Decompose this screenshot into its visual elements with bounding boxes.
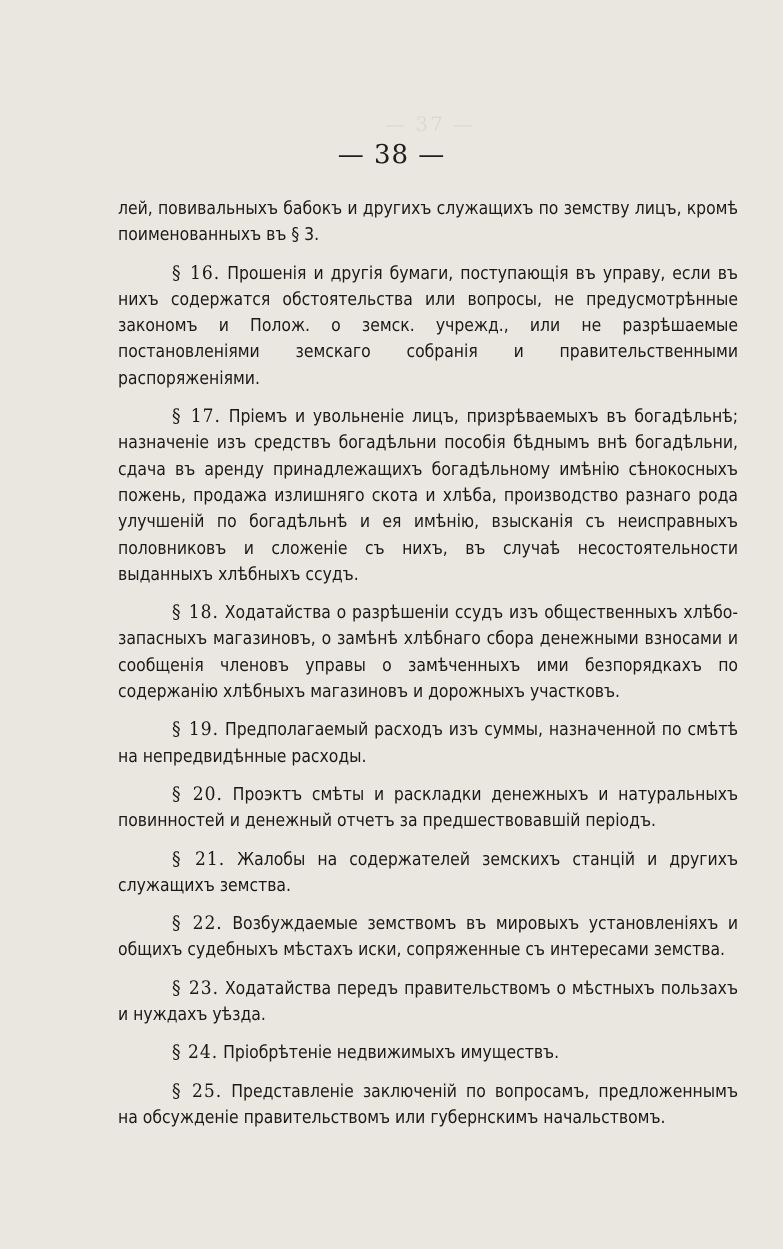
section-number: § 20.: [172, 782, 223, 805]
bleed-through-text: — 37 —: [385, 112, 476, 136]
paragraph-section-25: [118, 1078, 738, 1132]
paragraph-section-23: [118, 975, 738, 1029]
paragraph-text: Пріемъ и увольненіе лицъ, призрѣваемыхъ въ богадѣльнѣ; назначеніе изъ средствъ богадѣльни пособія бѣднымъ внѣ богадѣльни, сдача въ аренду принадлежащихъ богадѣльному имѣнію сѣнокосныхъ пожень, продажа излишняго скота и хлѣба, производство разнаго рода улучшеній по богадѣльнѣ и ея имѣнію, взысканія съ неисправныхъ половниковъ и сложеніе съ нихъ, въ случаѣ несостоятельности выданныхъ хлѣбныхъ ссудъ.: [118, 407, 739, 585]
paragraph-section-20: [118, 781, 738, 835]
section-number: § 21.: [172, 847, 226, 870]
paragraph-section-19: [118, 716, 738, 770]
section-number: § 22.: [172, 912, 223, 935]
paragraph-text: Жалобы на содержателей земскихъ станцій и другихъ служащихъ земства.: [118, 849, 739, 896]
paragraph-section-22: [118, 910, 738, 964]
section-number: § 19.: [172, 718, 220, 741]
page-number: — 38 —: [337, 140, 446, 170]
paragraph-section-24: [118, 1039, 738, 1066]
paragraph-text: Возбуждаемые земствомъ въ мировыхъ установленіяхъ и общихъ судебныхъ мѣстахъ иски, сопряженные съ интересами земства.: [118, 914, 738, 961]
paragraph-section-18: [118, 599, 738, 705]
paragraph-text: Предполагаемый расходъ изъ суммы, назначенной по смѣтѣ на непредвидѣнные расходы.: [118, 720, 739, 767]
section-number: § 17.: [172, 405, 221, 428]
paragraph-text: Проэктъ смѣты и раскладки денежныхъ и натуральныхъ повинностей и денежный отчетъ за предшествовавшій періодъ.: [118, 784, 739, 832]
paragraph-text: Прошенія и другія бумаги, поступающія въ управу, если въ нихъ содержатся обстоятельства или вопросы, не предусмотрѣнные закономъ и Полож. о земск. учрежд., или не разрѣшаемые постановленіями земскаго собранія и правительственными распоряженіями.: [118, 263, 738, 389]
paragraph-section-16: [118, 260, 738, 392]
page-body: [118, 196, 738, 1142]
paragraph-text: Ходатайства передъ правительствомъ о мѣстныхъ пользахъ и нуждахъ уѣзда.: [118, 978, 738, 1026]
paragraph-text: Ходатайства о разрѣшеніи ссудъ изъ общественныхъ хлѣбо-запасныхъ магазиновъ, о замѣнѣ хлѣбнаго сбора денежными взносами и сообщенія членовъ управы о замѣченныхъ ими безпорядкахъ по содержанію хлѣбныхъ магазиновъ и дорожныхъ участковъ.: [118, 603, 739, 703]
paragraph-section-17: [118, 403, 738, 588]
paragraph-continuation: [118, 196, 738, 249]
paragraph-text: Пріобрѣтеніе недвижимыхъ имуществъ.: [223, 1043, 560, 1064]
section-number: § 18.: [172, 601, 219, 624]
paragraph-text: Представленіе заключеній по вопросамъ, предложеннымъ на обсужденіе правительствомъ или губернскимъ начальствомъ.: [118, 1081, 739, 1128]
section-number: § 25.: [172, 1079, 223, 1102]
section-number: § 16.: [172, 261, 221, 284]
section-number: § 23.: [172, 976, 220, 999]
paragraph-section-21: [118, 846, 738, 900]
paragraph-text: лей, повивальныхъ бабокъ и другихъ служащихъ по земству лицъ, кромѣ поименованныхъ въ § 3.: [118, 199, 738, 246]
section-number: § 24.: [172, 1041, 219, 1064]
